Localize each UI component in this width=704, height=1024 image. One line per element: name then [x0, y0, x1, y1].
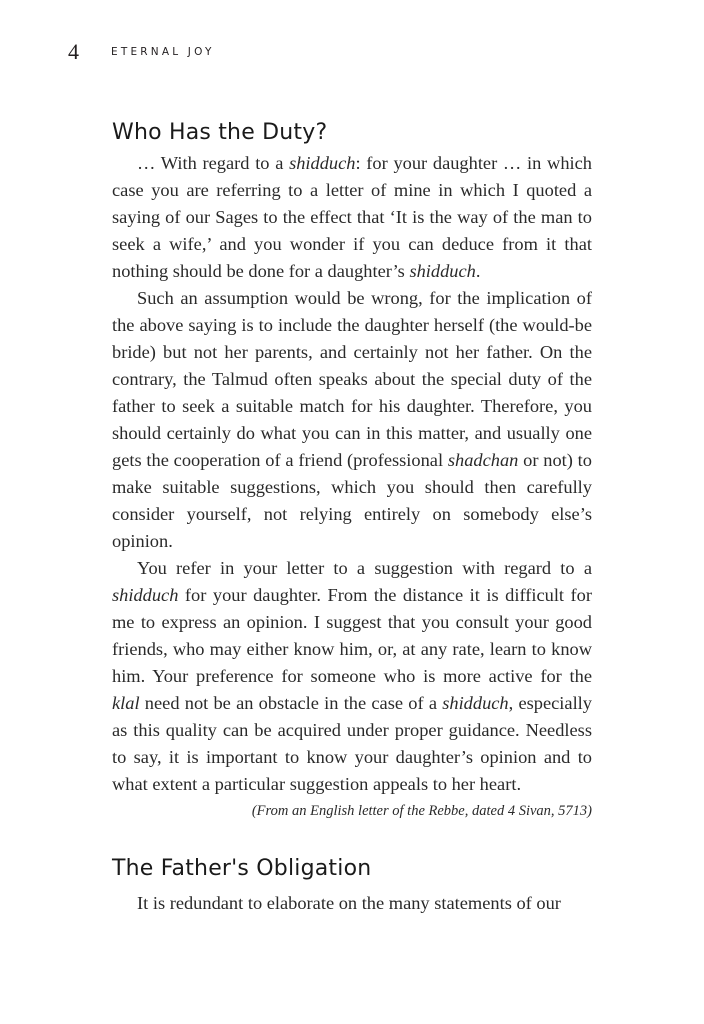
running-head: [68, 38, 215, 66]
paragraph: [112, 285, 592, 555]
paragraph: [112, 555, 592, 798]
source-citation: (From an English letter of the Rebbe, dated 4 Sivan, 5713): [251, 803, 592, 819]
italic-term: shidduch: [112, 585, 179, 605]
paragraph: [112, 890, 592, 917]
italic-term: shidduch: [289, 153, 356, 173]
book-title: ETERNAL JOY: [111, 46, 215, 58]
text-run: Such an assumption would be wrong, for the implication of the above saying is to include the daughter herself (the would-be bride) but not her parents, and certainly not her father. On the contrary, the Talmud often speaks about the special duty of the father to seek a suitable match for his daughter. Therefore, you should certainly do what you can in this matter, and usually one gets the cooperation of a friend (professional: [112, 288, 592, 470]
italic-term: shadchan: [447, 450, 519, 470]
italic-term: klal: [112, 693, 140, 713]
section-heading: Who Has the Duty?: [112, 120, 328, 145]
text-run: : for your daughter … in which case you are referring to a letter of mine in which I quoted a saying of our Sages to the effect that ‘It is the way of the man to seek a wife,’ and you wonder if you can deduce from it that nothing should be done for a daughter’s: [112, 153, 592, 281]
text-run: .: [475, 261, 481, 281]
italic-term: shidduch: [409, 261, 476, 281]
text-run: for your daughter. From the distance it is difficult for me to express an opinion. I suggest that you consult your good friends, who may either know him, or, at any rate, learn to know him. Your preference for someone who is more active for the: [112, 585, 592, 686]
page-body: [112, 112, 592, 917]
page-number: 4: [68, 39, 79, 64]
text-run: … With regard to a: [137, 153, 290, 173]
text-run: You refer in your letter to a suggestion with regard to a: [137, 558, 592, 578]
section-fathers-obligation: [112, 852, 592, 917]
text-run: or not) to make suitable suggestions, which you should then carefully consider yourself, not relying entirely on somebody else’s opinion.: [112, 450, 592, 551]
section-heading: The Father's Obligation: [112, 856, 372, 881]
text-run: , especially as this quality can be acquired under proper guidance. Needless to say, it is important to know your daughter’s opinion and to what extent a particular suggestion appeals to her heart.: [112, 693, 592, 794]
section-who-has-the-duty: [112, 116, 592, 822]
text-run: It is redundant to elaborate on the many statements of our: [137, 893, 561, 913]
italic-term: shidduch: [442, 693, 509, 713]
text-run: need not be an obstacle in the case of a: [139, 693, 443, 713]
paragraph: [112, 150, 592, 285]
